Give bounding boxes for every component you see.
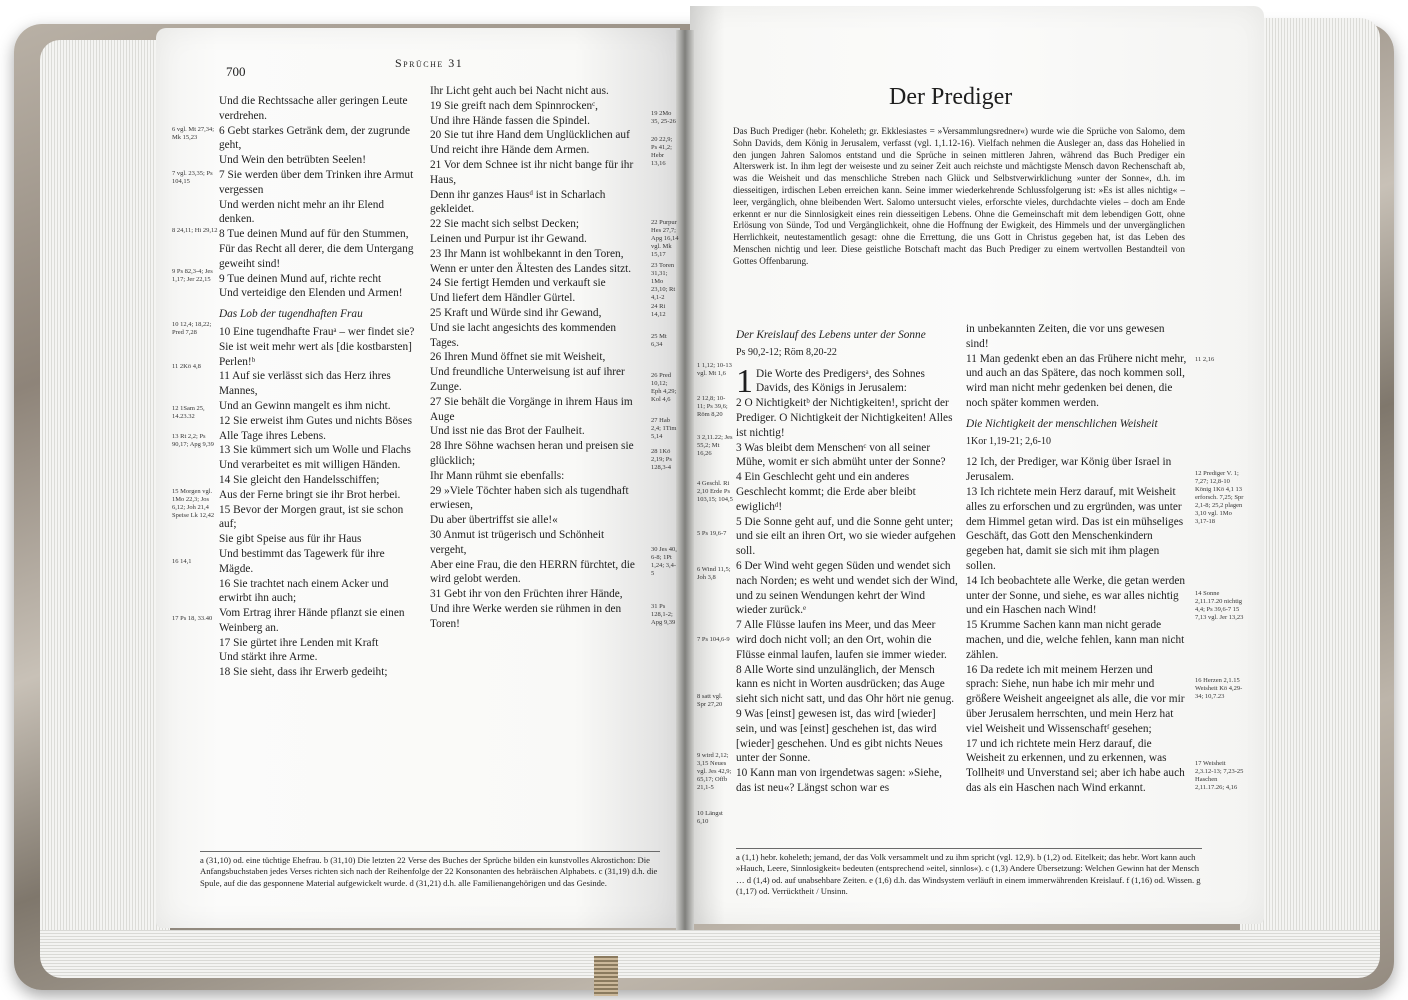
left-footnote-rule: [200, 851, 660, 852]
verse-line: 31 Gebt ihr von den Früchten ihrer Hände,: [430, 588, 623, 601]
verse-line: 7 Alle Flüsse laufen ins Meer, und das Meer wird doch nicht voll; an den Ort, wohin die Flüsse einmal laufen, laufen sie immer wieder.: [736, 619, 947, 661]
right-page-inner-references: [697, 0, 733, 900]
cross-reference: 6 Wind 11,5; Joh 3,8: [697, 566, 731, 581]
right-page-column-1: [736, 322, 958, 796]
section-heading: Der Kreislauf des Lebens unter der Sonne: [736, 329, 926, 341]
verse-line: Und verteidige den Elenden und Armen!: [219, 287, 403, 300]
verse-line: 27 Sie behält die Vorgänge in ihrem Haus im Auge: [430, 395, 633, 423]
right-footnotes: a (1,1) hebr. koheleth; jemand, der das Volk versammelt und zu ihm spricht (vgl. 12,9). b (1,2) od. Eitelkeit; das hebr. Wort kann auch »Hauch, Leere, Sinnlosigkeit« bedeuten (entsprechend »eitel, sinnlos«). c (1,3) Andere Übersetzung: Welchen Gewinn hat der Mensch … d (1,4) od. auf unabsehbare Zeiten. e (1,6) d.h. das Windsystem verläuft in einem immerwährenden Kreislauf. f (1,16) od. Wissen. g (1,17) od. Verrücktheit / Unsinn.: [736, 852, 1201, 897]
verse-line: 17 Sie gürtet ihre Lenden mit Kraft: [219, 636, 379, 649]
left-page-column-2: [430, 84, 642, 631]
verse-line: 16 Sie trachtet nach einem Acker und erwirbt ihn auch;: [219, 577, 389, 605]
verse-line: 24 Sie fertigt Hemden und verkauft sie: [430, 277, 606, 290]
verse-line: Sie ist weit mehr wert als [die kostbarsten] Perlen!ᵇ: [219, 340, 412, 368]
verse-line: Denn ihr ganzes Hausᵈ ist in Scharlach gekleidet.: [430, 188, 606, 216]
verse-line: Und reicht ihre Hände dem Armen.: [430, 144, 590, 157]
verse-line: 19 Sie greift nach dem Spinnrockenᶜ,: [430, 99, 598, 112]
verse-line: 23 Ihr Mann ist wohlbekannt in den Toren,: [430, 247, 624, 260]
left-page-column-1: [219, 94, 417, 680]
cross-reference: 4 Geschl. Ri 2,10 Erde Ps 103,15; 104,5: [697, 480, 733, 503]
right-page-column-2: [966, 322, 1188, 796]
verse-line: 13 Sie kümmert sich um Wolle und Flachs: [219, 444, 411, 457]
verse-line: Vom Ertrag ihrer Hände pflanzt sie einen Weinberg an.: [219, 607, 405, 634]
cross-reference: 22 Purpur Hes 27,7; Apg 16,14 vgl. Mk 15,17: [651, 219, 679, 258]
verse-line: Aus der Ferne bringt sie ihr Brot herbei.: [219, 488, 401, 501]
verse-line: 18 Sie sieht, dass ihr Erwerb gedeiht;: [219, 666, 388, 679]
left-page-number: 700: [226, 64, 246, 79]
verse-line: 30 Anmut ist trügerisch und Schönheit vergeht,: [430, 528, 605, 556]
verse-line: Und bestimmt das Tagewerk für ihre Mägde.: [219, 547, 385, 575]
cross-reference: 15 Morgen vgl. 1Mo 22,3; Jos 6,12; Joh 21,4 Speise Lk 12,42: [172, 488, 215, 519]
cross-reference: 1 1,12; 10-13 vgl. Mt 1,6: [697, 362, 732, 377]
verse-line: Für das Recht all derer, die dem Untergang geweiht sind!: [219, 242, 414, 270]
verse-line: Leinen und Purpur ist ihr Gewand.: [430, 232, 587, 245]
page-edges-bottom: [40, 930, 1380, 978]
verse-line: 10 Kann man von irgendetwas sagen: »Siehe, das ist neu«? Längst schon war es: [736, 767, 942, 794]
verse-line: Und stärkt ihre Arme.: [219, 651, 318, 664]
verse-line: Und Wein den betrübten Seelen!: [219, 154, 366, 167]
verse-line: 20 Sie tut ihre Hand dem Unglücklichen auf: [430, 129, 630, 142]
cross-reference: 5 Ps 19,6-7: [697, 530, 727, 537]
verse-line: Und ihre Werke werden sie rühmen in den Toren!: [430, 602, 622, 630]
verse-line: 13 Ich richtete mein Herz darauf, mit Weisheit alles zu erforschen und zu ergründen, was unter dem Himmel getan wird. Das ist ein mühseliges Geschäft, das Gott den Menschenkindern gegeben hat, damit sie sich mit ihm plagen sollen.: [966, 485, 1184, 572]
verse-line: Und freundliche Unterweisung ist auf ihrer Zunge.: [430, 366, 625, 393]
cross-reference: 11 2Kö 4,8: [172, 363, 201, 370]
right-footnote-rule: [736, 848, 1202, 849]
verse-line: Und sie lacht angesichts des kommenden Tages.: [430, 321, 617, 349]
verse-line: 3 Was bleibt dem Menschenᶜ von all seiner Mühe, womit er sich abmüht unter der Sonne?: [736, 441, 946, 469]
verse-line: 11 Auf sie verlässt sich das Herz ihres Mannes,: [219, 370, 391, 398]
verse-line: 17 und ich richtete mein Herz darauf, die Weisheit zu erkennen, und zu erkennen, was Tollheitᵍ und Unverstand sei; aber ich habe auch das als ein Haschen nach Wind erkannt.: [966, 737, 1185, 794]
cross-reference: 6 vgl. Mt 27,34; Mk 15,23: [172, 126, 215, 141]
verse-line: Alle Tage ihres Lebens.: [219, 429, 326, 442]
left-page-outer-references: [172, 0, 218, 900]
cross-reference: 14 Sonne 2,11.17.20 nichtig 4,4; Ps 39,6-7 15 7,13 vgl. Jer 13,23: [1195, 590, 1244, 621]
left-running-head: Sprüche 31: [395, 56, 464, 70]
verse-line: 8 Alle Worte sind unzulänglich, der Mensch kann es nicht in Worten ausdrücken; das Auge sieht sich nicht satt, und das Ohr hört nie genug.: [736, 663, 955, 706]
left-page-inner-references: [651, 0, 679, 900]
verse-line: Und an Gewinn mangelt es ihm nicht.: [219, 399, 391, 412]
verse-line: 15 Bevor der Morgen graut, ist sie schon auf;: [219, 503, 404, 531]
cross-reference: 16 Herzen 2,1.15 Weisheit Kö 4,29-34; 10,7.23: [1195, 677, 1243, 700]
cross-reference: 13 Rt 2,2; Ps 90,17; Apg 9,39: [172, 433, 214, 448]
verse-line: 9 Was [einst] gewesen ist, das wird [wieder] sein, und was [einst] geschehen ist, das wird [wieder] geschehen. Und es gibt nichts Neues unter der Sonne.: [736, 707, 943, 765]
verse-line: Und werden nicht mehr an ihr Elend denken.: [219, 198, 385, 226]
book-introduction: Das Buch Prediger (hebr. Koheleth; gr. Ekklesiastes = »Versammlungsredner«) wurde wie die Sprüche von Salomo, dem Sohn Davids, dem König in Jerusalem, verfasst (vgl. 1,1.12-16). Vielfach nehmen die Ausleger an, dass das Hohelied in den jungen Jahren Salomos entstand und die Sprüche in seinen mittleren Jahren, während das Buch Prediger ein Alterswerk ist. In ihm legt der weiseste und zu seiner Zeit auch reichste und mächtigste Mensch davon Rechenschaft ab, was die Weisheit und das menschliche Streben nach Glück und Selbstverwirklichung »unter der Sonne«, d.h. im diesseitigen, irdischen Leben erreichen kann. Seine immer wiederkehrende Schlussfolgerung ist: »Es ist alles nichtig« – leer, vergänglich, ohne bleibenden Wert. Salomo untersucht vieles, erforschte vieles, durchdachte vieles – doch am Ende erkennt er nur die Sinnlosigkeit eines rein diesseitigen Lebens. Ohne die Gemeinschaft mit dem lebendigen Gott, ohne Erlösung von Sünde, Tod und Vergänglichkeit, ohne die Hoffnung der Ewigkeit, des Himmels und der unvergänglichen Herrlichkeit, neutestamentlich gesagt: ohne die Errettung, die uns Gott in Christus gegeben hat, ist das Leben des Menschen nichtig und leer. Diese geistliche Botschaft macht das Buch Prediger zu einem wertvollen Bestandteil von Gottes Offenbarung.: [733, 126, 1185, 266]
verse-line: 9 Tue deinen Mund auf, richte recht: [219, 272, 382, 285]
cross-reference: 17 Weisheit 2,3.12-13; 7,23-25 Haschen 2,11.17.26; 4,16: [1195, 760, 1244, 791]
cross-reference: 9 Ps 82,3-4; Jes 1,17; Jer 22,15: [172, 268, 213, 283]
verse-line: 12 Ich, der Prediger, war König über Israel in Jerusalem.: [966, 456, 1172, 484]
section-heading: Die Nichtigkeit der menschlichen Weisheit: [966, 417, 1158, 430]
cross-reference: 16 14,1: [172, 558, 192, 565]
verse-line: Und liefert dem Händler Gürtel.: [430, 292, 576, 305]
verse-line: 22 Sie macht sich selbst Decken;: [430, 218, 580, 231]
cross-reference: 28 1Kö 2,19; Ps 128,3-4: [651, 448, 672, 471]
verse-line: 26 Ihren Mund öffnet sie mit Weisheit,: [430, 351, 606, 364]
verse-line: 12 Sie erweist ihm Gutes und nichts Böses: [219, 414, 412, 427]
page-edges-left: [40, 40, 170, 970]
cross-reference: 7 vgl. 23,35; Ps 104,15: [172, 170, 213, 185]
cross-reference: 11 2,16: [1195, 356, 1215, 363]
cross-reference: 8 satt vgl. Spr 27,20: [697, 693, 723, 708]
verse-line: 29 »Viele Töchter haben sich als tugendhaft erwiesen,: [430, 484, 629, 512]
verse-line: Sie gibt Speise aus für ihr Haus: [219, 533, 362, 546]
verse-line: 4 Ein Geschlecht geht und ein anderes Geschlecht kommt; die Erde aber bleibt ewiglichᵈ!: [736, 471, 916, 513]
verse-line: 28 Ihre Söhne wachsen heran und preisen sie glücklich;: [430, 440, 634, 467]
cross-reference: 19 2Mo 35, 25-26: [651, 110, 676, 125]
section-heading: Das Lob der tugendhaften Frau: [219, 308, 363, 321]
verse-line: Wenn er unter den Ältesten des Landes sitzt.: [430, 262, 632, 275]
verse-line: Du aber übertriffst sie alle!«: [430, 514, 558, 527]
cross-reference: 20 22,9; Ps 41,2; Hebr 13,16: [651, 136, 673, 167]
right-page-outer-references: [1195, 0, 1245, 900]
cross-reference: 10 Längst 6,10: [697, 810, 723, 825]
cross-reference: 3 2,11.22; Jes 55,2; Mt 16,26: [697, 434, 733, 457]
cross-reference: 2 12,8; 10-11; Ps 39,6; Röm 8,20: [697, 395, 728, 418]
verse-line: 14 Sie gleicht den Handelsschiffen;: [219, 473, 380, 486]
cross-reference: 12 Prediger V. 1; 7,27; 12,8-10 König 1Kö 4,1 13 erforsch. 7,25; Spr 2,1-8; 25,2 plagen 3,10 vgl. 1Mo 3,17-18: [1195, 470, 1244, 525]
cross-reference: 12 1Sam 25, 14.23.32: [172, 405, 205, 420]
verse-line: Und ihre Hände fassen die Spindel.: [430, 114, 590, 127]
cross-reference: 31 Ps 128,1-2; Apg 9,39: [651, 603, 676, 626]
verse-line: 25 Kraft und Würde sind ihr Gewand,: [430, 306, 602, 319]
section-parallel-refs: 1Kor 1,19-21; 2,6-10: [966, 435, 1051, 447]
bookmark-ribbon: [594, 956, 618, 996]
cross-reference: 25 Mt 6,34: [651, 333, 667, 348]
cross-reference: 10 12,4; 18,22; Pred 7,28: [172, 321, 212, 336]
verse-line: 11 Man gedenkt eben an das Frühere nicht mehr, und auch an das Spätere, das noch kommen soll, wird man nicht mehr gedenken bei denen, die noch später kommen werden.: [966, 352, 1187, 409]
verse-line: 15 Krumme Sachen kann man nicht gerade machen, und die, welche fehlen, kann man nicht zählen.: [966, 619, 1185, 661]
verse-line: 6 Gebt starkes Getränk dem, der zugrunde geht,: [219, 124, 411, 152]
verse-line: Und die Rechtssache aller geringen Leute verdrehen.: [219, 95, 408, 122]
verse-line: 7 Sie werden über dem Trinken ihre Armut vergessen: [219, 168, 414, 196]
chapter-drop-cap: 1: [736, 362, 753, 400]
cross-reference: 24 Ri 14,12: [651, 303, 666, 318]
cross-reference: 30 Jes 40, 6-8; 1Pt 1,24; 3,4-5: [651, 546, 677, 577]
verse-line: 5 Die Sonne geht auf, und die Sonne geht unter; und sie eilt an ihren Ort, wo sie wieder aufgehen soll.: [736, 515, 956, 558]
verse-line: 10 Eine tugendhafte Frauᵃ – wer findet sie?: [219, 325, 415, 338]
cross-reference: 9 wird 2,12; 3,15 Neues vgl. Jes 42,9; 65,17; Offb 21,1-5: [697, 752, 732, 791]
verse-line: Und verarbeitet es mit willigen Händen.: [219, 459, 401, 472]
cross-reference: 26 Pred 10,12; Eph 4,29; Kol 4,6: [651, 372, 677, 403]
cross-reference: 8 24,11; Hi 29,12: [172, 227, 218, 234]
verse-line: 6 Der Wind weht gegen Süden und wendet sich nach Norden; es weht und wendet sich der Wind, und zu seinen Wendungen kehrt der Wind wieder zurück.ᵉ: [736, 559, 958, 617]
cross-reference: 27 Hab 2,4; 1Tim 5,14: [651, 417, 677, 440]
verse-line: Aber eine Frau, die den HERRN fürchtet, die wird gelobt werden.: [430, 558, 635, 586]
left-footnotes: a (31,10) od. eine tüchtige Ehefrau. b (31,10) Die letzten 22 Verse des Buches der Sprüche bilden ein kunstvolles Akrostichon: Die Anfangsbuchstaben jedes Verses richten sich nach der Reihenfolge der 22 Konsonanten des hebräischen Alphabets. c (31,19) d.h. die Spule, auf die das gesponnene Material aufgewickelt wurde. d (31,21) d.h. alle Familienangehörigen und das Gesinde.: [200, 855, 658, 888]
section-parallel-refs: Ps 90,2-12; Röm 8,20-22: [736, 346, 837, 358]
verse-line: 21 Vor dem Schnee ist ihr nicht bange für ihr Haus,: [430, 158, 634, 186]
book-title: Der Prediger: [889, 84, 1013, 110]
verse-line: 2 O Nichtigkeitᵇ der Nichtigkeiten!, spricht der Prediger. O Nichtigkeit der Nichtigkeiten! Alles ist nichtig!: [736, 397, 953, 439]
cross-reference: 23 Toren 31,31; 1Mo 23,10; Rt 4,1-2: [651, 262, 676, 301]
verse-line: 8 Tue deinen Mund auf für den Stummen,: [219, 228, 409, 241]
cross-reference: 7 Ps 104,6-9: [697, 636, 730, 643]
verse-line: Ihr Mann rühmt sie ebenfalls:: [430, 469, 565, 482]
verse-line: 16 Da redete ich mit meinem Herzen und sprach: Siehe, nun habe ich mir mehr und größere Weisheit angeeignet als alle, die vor mir über Jerusalem herrschten, und mein Herz hat viel Weisheit und Wissenschaftᶠ gesehen;: [966, 663, 1185, 735]
verse-line: 14 Ich beobachtete alle Werke, die getan werden unter der Sonne, und siehe, es war alles nichtig und ein Haschen nach Wind!: [966, 574, 1186, 617]
verse-line: Und isst nie das Brot der Faulheit.: [430, 425, 585, 438]
verse-line: 1 Die Worte des Predigersᵃ, des Sohnes Davids, des Königs in Jerusalem:: [736, 362, 925, 400]
verse-line: Ihr Licht geht auch bei Nacht nicht aus.: [430, 85, 609, 97]
cross-reference: 17 Ps 18, 33.40: [172, 615, 213, 622]
verse-line: in unbekannten Zeiten, die vor uns gewesen sind!: [966, 323, 1165, 350]
